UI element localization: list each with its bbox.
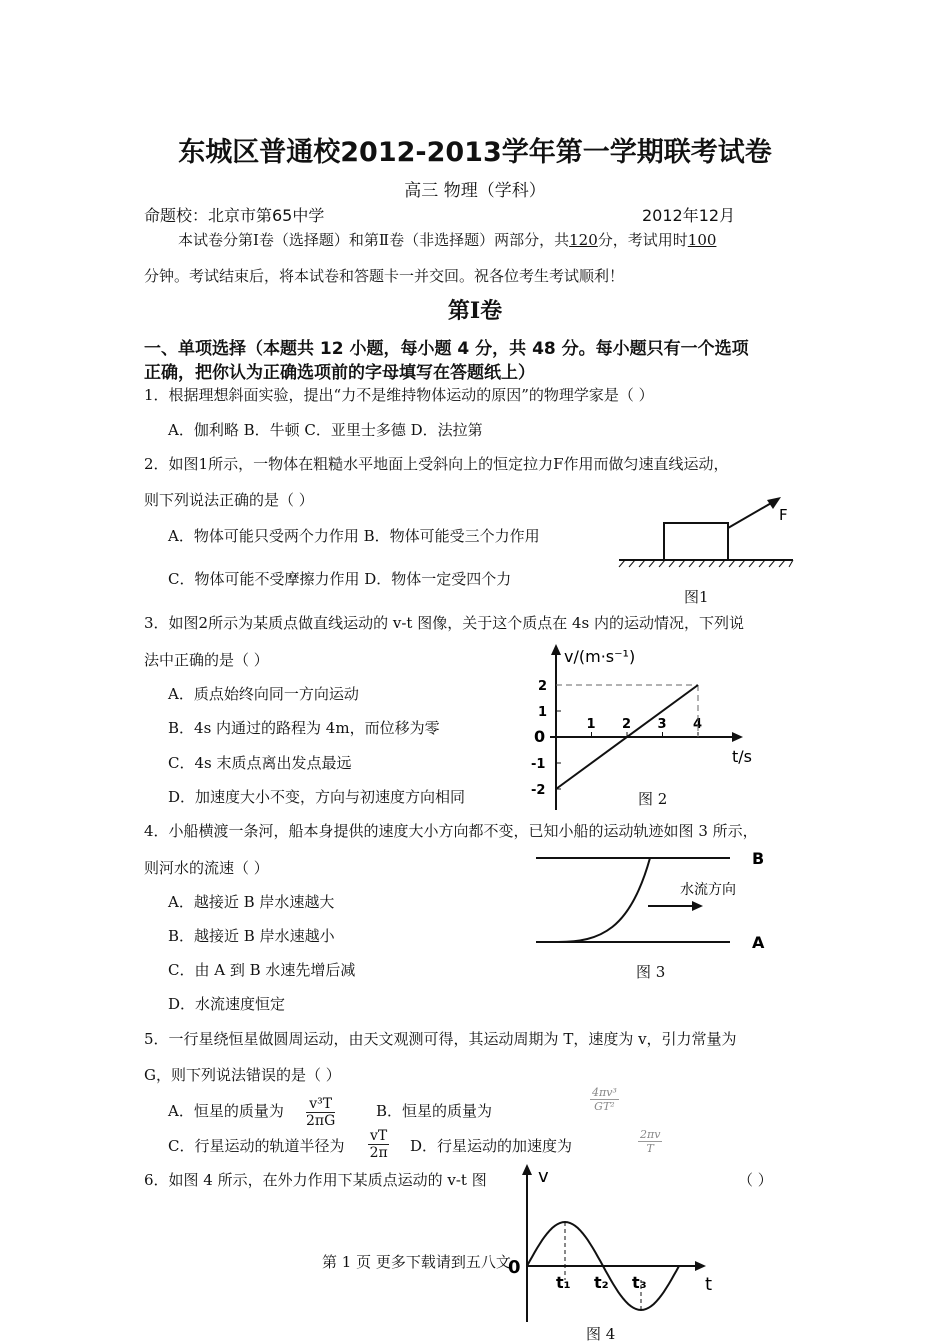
chart2-x-tick-label: 1 bbox=[586, 717, 596, 732]
ground-hatching bbox=[619, 560, 793, 567]
q2-options-cd: C．物体可能不受摩擦力作用 D．物体一定受四个力 bbox=[168, 570, 512, 588]
bank-a-label: A bbox=[752, 933, 765, 952]
q5-d-numerator: 2πv bbox=[640, 1128, 661, 1141]
exam-subtitle: 高三 物理（学科） bbox=[404, 181, 546, 201]
chart4-x-label: t bbox=[705, 1274, 713, 1295]
boat-trajectory bbox=[558, 858, 650, 942]
q1-options: A．伽利略 B．牛顿 C．亚里士多德 D．法拉第 bbox=[168, 421, 483, 439]
chart4-x-tick-label: t₃ bbox=[632, 1273, 647, 1292]
chart2-y-tick-label: -2 bbox=[531, 783, 546, 798]
q5-option-d-label: D．行星运动的加速度为 bbox=[410, 1137, 573, 1155]
chart2-x-label: t/s bbox=[732, 747, 752, 766]
chart4-x-arrowhead bbox=[695, 1261, 706, 1271]
q5-a-denominator: 2πG bbox=[306, 1113, 336, 1129]
figure-1-diagram bbox=[615, 492, 800, 576]
flow-direction-label: 水流方向 bbox=[680, 882, 736, 898]
section-header-line-1: 一、单项选择（本题共 12 小题，每小题 4 分，共 48 分。每小题只有一个选项 bbox=[144, 339, 749, 359]
force-arrow-line bbox=[728, 502, 773, 528]
school-line: 命题校：北京市第65中学 bbox=[144, 206, 325, 225]
figure-2-caption: 图 2 bbox=[638, 790, 668, 808]
q5-c-denominator: 2π bbox=[369, 1145, 388, 1161]
q4-option-d: D．水流速度恒定 bbox=[168, 995, 286, 1013]
page-footer: 第 1 页 更多下载请到五八文 bbox=[322, 1253, 511, 1271]
q3-stem-2: 法中正确的是（ ） bbox=[144, 651, 269, 669]
q6-stem: 6．如图 4 所示，在外力作用下某质点运动的 v-t 图 bbox=[144, 1171, 487, 1189]
figure-3-caption: 图 3 bbox=[636, 963, 666, 981]
q4-option-c: C．由 A 到 B 水速先增后减 bbox=[168, 961, 356, 979]
exam-date: 2012年12月 bbox=[642, 206, 736, 225]
q5-b-numerator: 4πv³ bbox=[592, 1086, 617, 1099]
section-header-line-2: 正确，把你认为正确选项前的字母填写在答题纸上） bbox=[144, 363, 535, 383]
q5-option-b-label: B．恒星的质量为 bbox=[376, 1102, 493, 1120]
bank-b-label: B bbox=[752, 849, 765, 868]
q1-stem: 1．根据理想斜面实验，提出“力不是维持物体运动的原因”的物理学家是（ ） bbox=[144, 386, 654, 404]
chart4-y-label: v bbox=[538, 1166, 549, 1187]
q2-options-ab: A．物体可能只受两个力作用 B．物体可能受三个力作用 bbox=[168, 527, 540, 545]
exam-title: 东城区普通校2012-2013学年第一学期联考试卷 bbox=[178, 137, 772, 168]
q4-stem-2: 则河水的流速（ ） bbox=[144, 859, 269, 877]
q2-stem-2: 则下列说法正确的是（ ） bbox=[144, 491, 314, 509]
intro-text-b: 分，考试用时 bbox=[597, 231, 688, 249]
chart2-y-tick-label: -1 bbox=[531, 757, 546, 772]
block-shape bbox=[664, 523, 728, 560]
intro-line-1 bbox=[178, 229, 716, 250]
q5-a-numerator: v³T bbox=[306, 1096, 335, 1113]
intro-time: 100 bbox=[687, 231, 717, 249]
q2-stem-1: 2．如图1所示，一物体在粗糙水平地面上受斜向上的恒定拉力F作用而做匀速直线运动， bbox=[144, 455, 729, 473]
chart4-origin-label: 0 bbox=[508, 1257, 521, 1278]
q3-option-b: B．4s 内通过的路程为 4m，而位移为零 bbox=[168, 719, 440, 737]
q5-option-a-label: A．恒星的质量为 bbox=[168, 1102, 284, 1120]
figure-1-caption: 图1 bbox=[684, 588, 709, 606]
flow-arrowhead bbox=[692, 901, 703, 911]
intro-line-2: 分钟。考试结束后，将本试卷和答题卡一并交回。祝各位考生考试顺利！ bbox=[144, 267, 625, 285]
q3-stem-1: 3．如图2所示为某质点做直线运动的 v-t 图像，关于这个质点在 4s 内的运动情况，下列说 bbox=[144, 614, 744, 632]
part-title: 第Ⅰ卷 bbox=[447, 298, 503, 324]
q5-option-b-formula bbox=[590, 1086, 619, 1113]
q5-option-a-formula bbox=[306, 1096, 335, 1129]
q4-option-a: A．越接近 B 岸水速越大 bbox=[168, 893, 335, 911]
q3-option-c: C．4s 末质点离出发点最远 bbox=[168, 754, 352, 772]
intro-text-a: 本试卷分第Ⅰ卷（选择题）和第Ⅱ卷（非选择题）两部分，共 bbox=[178, 231, 570, 249]
q5-option-c-label: C．行星运动的轨道半径为 bbox=[168, 1137, 345, 1155]
chart4-y-arrowhead bbox=[522, 1164, 532, 1175]
chart2-x-tick-label: 4 bbox=[693, 717, 703, 732]
q6-stem-bracket: （ ） bbox=[738, 1171, 773, 1189]
q5-option-c-formula bbox=[368, 1128, 389, 1161]
force-label: F bbox=[779, 506, 788, 524]
chart2-x-tick-label: 3 bbox=[657, 717, 667, 732]
chart2-y-tick-label: 2 bbox=[538, 679, 548, 694]
chart2-y-tick-label: 0 bbox=[534, 727, 546, 746]
figure-4-chart bbox=[500, 1160, 730, 1325]
q4-option-b: B．越接近 B 岸水速越小 bbox=[168, 927, 335, 945]
intro-score: 120 bbox=[569, 231, 598, 249]
q5-option-d-formula bbox=[638, 1128, 662, 1155]
chart2-x-tick-label: 2 bbox=[622, 717, 632, 732]
chart2-x-arrowhead bbox=[732, 732, 743, 742]
chart4-x-tick-label: t₂ bbox=[594, 1273, 609, 1292]
chart2-y-tick-label: 1 bbox=[538, 705, 548, 720]
q5-stem-1: 5．一行星绕恒星做圆周运动，由天文观测可得，其运动周期为 T，速度为 v，引力常量为 bbox=[144, 1030, 737, 1048]
q5-c-numerator: vT bbox=[370, 1128, 388, 1144]
q3-option-d: D．加速度大小不变，方向与初速度方向相同 bbox=[168, 788, 466, 806]
q4-stem-1: 4．小船横渡一条河，船本身提供的速度大小方向都不变，已知小船的运动轨迹如图 3 所示， bbox=[144, 822, 758, 840]
chart2-y-arrowhead bbox=[551, 644, 561, 655]
chart4-x-tick-label: t₁ bbox=[556, 1273, 571, 1292]
chart2-y-label: v/(m·s⁻¹) bbox=[564, 647, 636, 666]
q5-b-denominator: GT² bbox=[594, 1100, 615, 1113]
figure-4-caption: 图 4 bbox=[586, 1325, 616, 1343]
q3-option-a: A．质点始终向同一方向运动 bbox=[168, 685, 359, 703]
q5-stem-2: G，则下列说法错误的是（ ） bbox=[144, 1066, 341, 1084]
q5-d-denominator: T bbox=[646, 1142, 654, 1155]
figure-3-diagram bbox=[530, 840, 775, 955]
